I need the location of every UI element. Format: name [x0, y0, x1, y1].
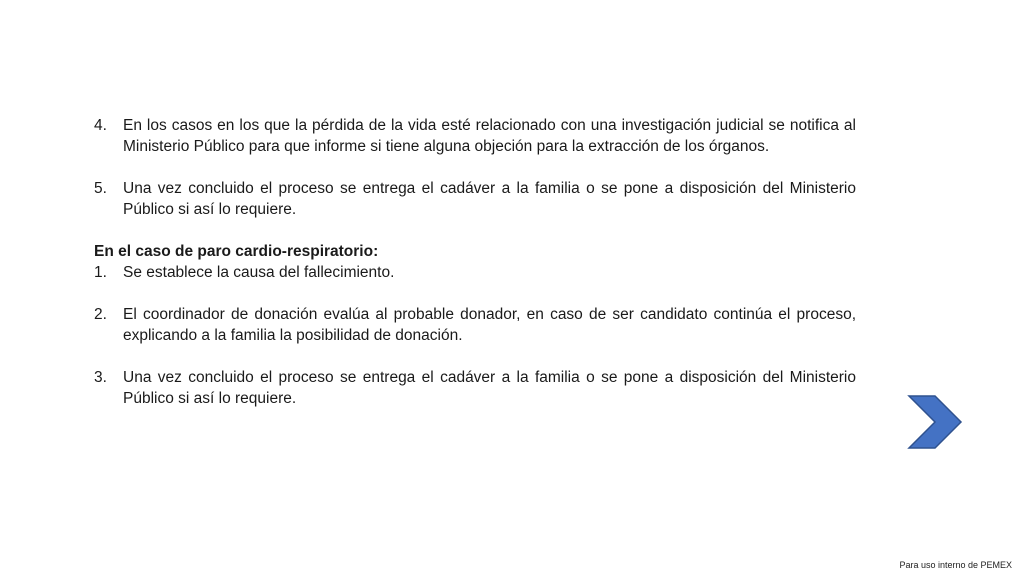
- list-item-2: [94, 304, 856, 346]
- list-number: 1.: [94, 264, 107, 281]
- list-number: 2.: [94, 306, 107, 323]
- list-text: Una vez concluido el proceso se entrega el cadáver a la familia o se pone a disposición del Ministerio Público si así lo requiere.: [123, 180, 856, 218]
- footer-note: Para uso interno de PEMEX: [899, 560, 1012, 570]
- list-item-3: [94, 367, 856, 409]
- spacer: [94, 157, 856, 178]
- spacer: [94, 346, 856, 367]
- spacer: [94, 220, 856, 241]
- list-item-5: [94, 178, 856, 220]
- section-heading: En el caso de paro cardio-respiratorio:: [94, 243, 379, 260]
- spacer: [94, 283, 856, 304]
- list-number: 4.: [94, 117, 107, 134]
- list-number: 3.: [94, 369, 107, 386]
- chevron-right-icon: [906, 393, 964, 451]
- list-text: Una vez concluido el proceso se entrega el cadáver a la familia o se pone a disposición del Ministerio Público si así lo requiere.: [123, 369, 856, 407]
- list-item-1: [94, 262, 856, 283]
- list-item-4: [94, 115, 856, 157]
- list-text: El coordinador de donación evalúa al probable donador, en caso de ser candidato continúa el proceso, explicando a la familia la posibilidad de donación.: [123, 306, 856, 344]
- list-text: En los casos en los que la pérdida de la vida esté relacionado con una investigación judicial se notifica al Ministerio Público para que informe si tiene alguna objeción para la extracción de los órganos.: [123, 117, 856, 155]
- list-text: Se establece la causa del fallecimiento.: [123, 264, 395, 281]
- slide-content: [94, 115, 856, 409]
- list-number: 5.: [94, 180, 107, 197]
- next-slide-button[interactable]: [906, 393, 964, 451]
